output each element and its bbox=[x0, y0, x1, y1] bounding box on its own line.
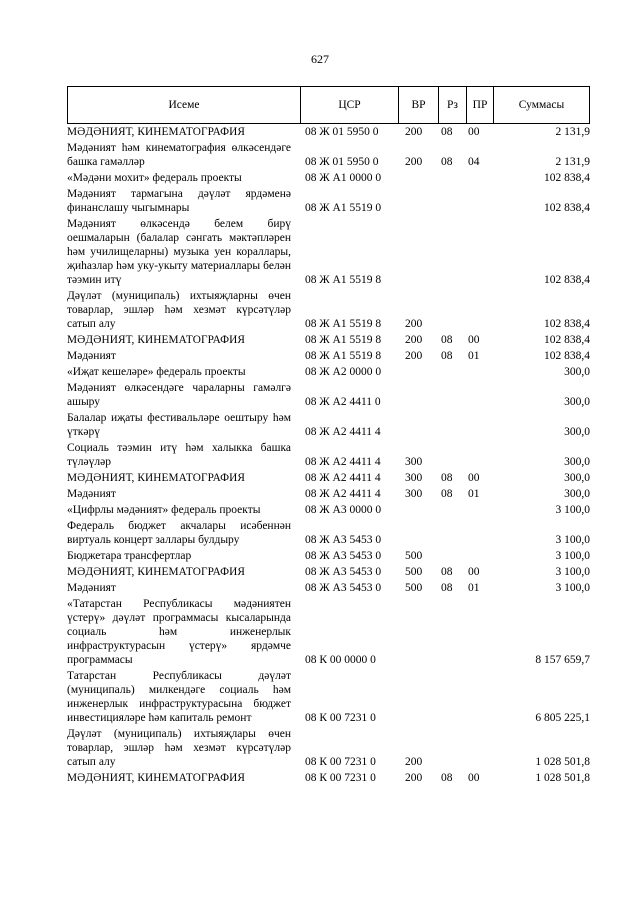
row-csr: 08 Ж А1 5519 8 bbox=[305, 334, 382, 346]
table-row bbox=[67, 727, 590, 769]
table-row bbox=[67, 441, 590, 469]
row-sum: 300,0 bbox=[564, 366, 590, 378]
row-pr: 01 bbox=[468, 582, 480, 594]
row-rz: 08 bbox=[441, 126, 453, 138]
row-csr: 08 Ж А3 5453 0 bbox=[305, 550, 382, 562]
row-name: Дәүләт (муниципаль) ихтыяҗларны өчен товарлар, эшләр һәм хезмәт күрсәтүләр сатып алу bbox=[67, 290, 291, 330]
row-name: МӘДӘНИЯТ, КИНЕМАТОГРАФИЯ bbox=[67, 772, 246, 784]
table-row bbox=[67, 171, 590, 185]
row-csr: 08 Ж А1 0000 0 bbox=[305, 172, 382, 184]
row-sum: 3 100,0 bbox=[555, 550, 590, 562]
row-pr: 00 bbox=[468, 334, 480, 346]
row-csr: 08 Ж А1 5519 8 bbox=[305, 318, 382, 330]
row-vr: 200 bbox=[405, 772, 423, 784]
row-name: МӘДӘНИЯТ, КИНЕМАТОГРАФИЯ bbox=[67, 472, 246, 484]
row-name: МӘДӘНИЯТ, КИНЕМАТОГРАФИЯ bbox=[67, 334, 246, 346]
row-name: Татарстан Республикасы дәүләт (муниципаль) милкендәге социаль һәм инженерлык инфраструктурасына бюджет инвестицияләре һәм капиталь ремонт bbox=[67, 670, 291, 724]
row-name: «Татарстан Республикасы мәдәниятен үстерү» дәүләт программасы кысаларында социаль һәм инженерлык инфраструктурасын үстерү» ярдәмче программасы bbox=[67, 598, 291, 666]
row-csr: 08 Ж А1 5519 8 bbox=[305, 274, 382, 286]
row-name: Мәдәният bbox=[67, 488, 116, 500]
row-csr: 08 К 00 7231 0 bbox=[305, 772, 376, 784]
row-sum: 300,0 bbox=[564, 488, 590, 500]
row-csr: 08 Ж А1 5519 0 bbox=[305, 202, 382, 214]
table-row bbox=[67, 503, 590, 517]
row-sum: 8 157 659,7 bbox=[535, 654, 590, 666]
table-header bbox=[67, 86, 590, 124]
row-rz: 08 bbox=[441, 334, 453, 346]
row-pr: 00 bbox=[468, 772, 480, 784]
row-csr: 08 К 00 7231 0 bbox=[305, 712, 376, 724]
row-name: Мәдәният bbox=[67, 350, 116, 362]
row-csr: 08 Ж А1 5519 8 bbox=[305, 350, 382, 362]
row-csr: 08 Ж 01 5950 0 bbox=[305, 156, 379, 168]
row-csr: 08 Ж А3 5453 0 bbox=[305, 566, 382, 578]
row-name: Мәдәният bbox=[67, 582, 116, 594]
row-sum: 102 838,4 bbox=[544, 274, 590, 286]
row-name: МӘДӘНИЯТ, КИНЕМАТОГРАФИЯ bbox=[67, 566, 246, 578]
row-sum: 102 838,4 bbox=[544, 172, 590, 184]
row-pr: 00 bbox=[468, 566, 480, 578]
row-name: Бюджетара трансфертлар bbox=[67, 550, 192, 562]
row-sum: 102 838,4 bbox=[544, 350, 590, 362]
row-name: Социаль тәэмин итү һәм халыкка башка түләүләр bbox=[67, 442, 291, 468]
row-pr: 01 bbox=[468, 350, 480, 362]
row-sum: 1 028 501,8 bbox=[535, 756, 590, 768]
row-name: Дәүләт (муниципаль) ихтыяҗлары өчен товарлар, эшләр һәм хезмәт күрсәтүләр сатып алу bbox=[67, 728, 291, 768]
row-sum: 300,0 bbox=[564, 426, 590, 438]
table-row bbox=[67, 289, 590, 331]
row-name: Мәдәният өлкәсендә белем бирү оешмаларын (балалар сәнгать мәктәпләрен һәм училищеларны) музыка уен кораллары, җиһазлар һәм уку-укыту материаллары белән тәэмин итү bbox=[67, 218, 291, 286]
row-rz: 08 bbox=[441, 772, 453, 784]
row-name: МӘДӘНИЯТ, КИНЕМАТОГРАФИЯ bbox=[67, 126, 246, 138]
row-csr: 08 Ж А3 5453 0 bbox=[305, 534, 382, 546]
budget-table bbox=[67, 86, 590, 785]
header-sum: Суммасы bbox=[493, 87, 589, 123]
table-row bbox=[67, 519, 590, 547]
row-csr: 08 Ж А2 0000 0 bbox=[305, 366, 382, 378]
table-row bbox=[67, 487, 590, 501]
header-rz: Рз bbox=[438, 87, 466, 123]
header-pr: ПР bbox=[466, 87, 493, 123]
table-row bbox=[67, 381, 590, 409]
header-vr: ВР bbox=[398, 87, 438, 123]
row-name: Мәдәният тармагына дәүләт ярдәменә финанслашу чыгымнары bbox=[67, 188, 291, 214]
row-rz: 08 bbox=[441, 350, 453, 362]
row-name: «Иҗат кешеләре» федераль проекты bbox=[67, 366, 246, 378]
row-sum: 3 100,0 bbox=[555, 566, 590, 578]
row-name: «Мәдәни мохит» федераль проекты bbox=[67, 172, 242, 184]
table-row bbox=[67, 349, 590, 363]
row-vr: 200 bbox=[405, 156, 423, 168]
table-row bbox=[67, 669, 590, 725]
row-vr: 500 bbox=[405, 582, 423, 594]
row-sum: 1 028 501,8 bbox=[535, 772, 590, 784]
row-sum: 300,0 bbox=[564, 456, 590, 468]
table-row bbox=[67, 597, 590, 667]
row-csr: 08 Ж А2 4411 4 bbox=[305, 426, 381, 438]
header-csr: ЦСР bbox=[300, 87, 398, 123]
row-vr: 300 bbox=[405, 456, 423, 468]
row-pr: 00 bbox=[468, 126, 480, 138]
row-sum: 300,0 bbox=[564, 396, 590, 408]
row-sum: 102 838,4 bbox=[544, 334, 590, 346]
row-vr: 500 bbox=[405, 566, 423, 578]
row-rz: 08 bbox=[441, 566, 453, 578]
row-sum: 2 131,9 bbox=[555, 126, 590, 138]
row-sum: 6 805 225,1 bbox=[535, 712, 590, 724]
table-row bbox=[67, 125, 590, 139]
row-name: «Цифрлы мәдәният» федераль проекты bbox=[67, 504, 261, 516]
table-body bbox=[67, 125, 590, 785]
row-csr: 08 Ж А3 5453 0 bbox=[305, 582, 382, 594]
table-row bbox=[67, 187, 590, 215]
table-row bbox=[67, 333, 590, 347]
row-name: Мәдәният һәм кинематография өлкәсендәге башка гамәлләр bbox=[67, 142, 291, 168]
table-row bbox=[67, 471, 590, 485]
row-rz: 08 bbox=[441, 488, 453, 500]
table-row bbox=[67, 141, 590, 169]
row-csr: 08 Ж А2 4411 0 bbox=[305, 396, 381, 408]
table-row bbox=[67, 549, 590, 563]
row-sum: 102 838,4 bbox=[544, 318, 590, 330]
row-csr: 08 Ж А3 0000 0 bbox=[305, 504, 382, 516]
row-pr: 01 bbox=[468, 488, 480, 500]
row-rz: 08 bbox=[441, 472, 453, 484]
header-name: Исеме bbox=[168, 99, 200, 111]
row-sum: 3 100,0 bbox=[555, 582, 590, 594]
row-sum: 3 100,0 bbox=[555, 534, 590, 546]
row-csr: 08 К 00 0000 0 bbox=[305, 654, 376, 666]
row-name: Мәдәният өлкәсендәге чараларны гамәлгә ашыру bbox=[67, 382, 291, 408]
row-vr: 200 bbox=[405, 318, 423, 330]
row-name: Федераль бюджет акчалары исәбеннән виртуаль концерт заллары булдыру bbox=[67, 520, 291, 546]
row-sum: 3 100,0 bbox=[555, 504, 590, 516]
row-pr: 04 bbox=[468, 156, 480, 168]
row-sum: 102 838,4 bbox=[544, 202, 590, 214]
row-csr: 08 Ж А2 4411 4 bbox=[305, 472, 381, 484]
row-name: Балалар иҗаты фестивальләре оештыру һәм үткәрү bbox=[67, 412, 291, 438]
table-row bbox=[67, 365, 590, 379]
row-vr: 200 bbox=[405, 756, 423, 768]
row-vr: 500 bbox=[405, 550, 423, 562]
row-vr: 200 bbox=[405, 334, 423, 346]
table-row bbox=[67, 581, 590, 595]
row-pr: 00 bbox=[468, 472, 480, 484]
row-sum: 300,0 bbox=[564, 472, 590, 484]
table-row bbox=[67, 411, 590, 439]
table-row bbox=[67, 771, 590, 785]
table-row bbox=[67, 565, 590, 579]
row-vr: 200 bbox=[405, 350, 423, 362]
row-sum: 2 131,9 bbox=[555, 156, 590, 168]
row-csr: 08 Ж 01 5950 0 bbox=[305, 126, 379, 138]
row-csr: 08 Ж А2 4411 4 bbox=[305, 456, 381, 468]
table-row bbox=[67, 217, 590, 287]
row-vr: 300 bbox=[405, 488, 423, 500]
row-csr: 08 К 00 7231 0 bbox=[305, 756, 376, 768]
row-rz: 08 bbox=[441, 156, 453, 168]
row-rz: 08 bbox=[441, 582, 453, 594]
page-number: 627 bbox=[311, 52, 329, 66]
row-csr: 08 Ж А2 4411 4 bbox=[305, 488, 381, 500]
row-vr: 200 bbox=[405, 126, 423, 138]
row-vr: 300 bbox=[405, 472, 423, 484]
